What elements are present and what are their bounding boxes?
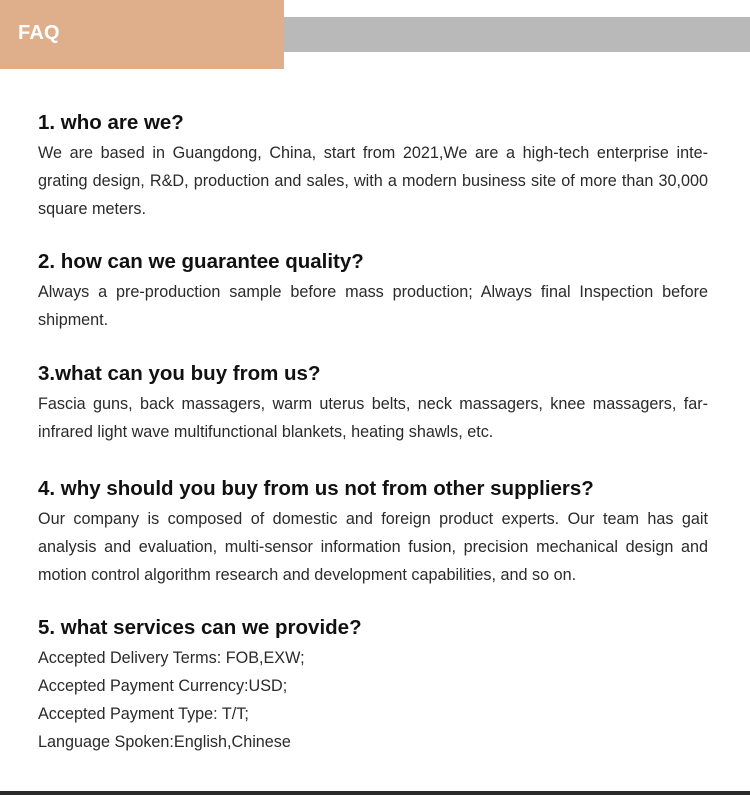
faq-question: 3.what can you buy from us? — [38, 362, 321, 385]
faq-item-3 — [38, 359, 708, 446]
faq-answer-line: Language Spoken:English,Chinese — [38, 733, 291, 751]
faq-question: 1. who are we? — [38, 111, 184, 134]
faq-answer: We are based in Guangdong, China, start from 2021,We are a high-tech enterprise inte-grating design, R&D, production and sales, with a modern business site of more than 30,000 square meters. — [38, 144, 708, 218]
faq-header — [0, 0, 750, 70]
faq-answer-line: Accepted Delivery Terms: FOB,EXW; — [38, 649, 305, 667]
faq-answer: Our company is composed of domestic and foreign product experts. Our team has gait analysis and evaluation, multi-sensor information fusion, precision mechanical design and motion control algorithm research and development capabilities, and so on. — [38, 510, 708, 584]
header-tab — [0, 0, 284, 69]
page-title: FAQ — [18, 22, 60, 44]
faq-item-1 — [38, 108, 708, 223]
faq-answer: Always a pre-production sample before mass production; Always final Inspection before shipment. — [38, 283, 708, 329]
header-gray-band — [282, 17, 750, 52]
faq-item-2 — [38, 247, 708, 334]
bottom-divider — [0, 791, 750, 795]
faq-question: 5. what services can we provide? — [38, 616, 362, 639]
faq-item-5 — [38, 613, 708, 756]
faq-answer: Fascia guns, back massagers, warm uterus belts, neck massagers, knee massagers, far-infrared light wave multifunctional blankets, heating shawls, etc. — [38, 395, 708, 441]
faq-question: 2. how can we guarantee quality? — [38, 250, 364, 273]
faq-answer-lines — [38, 644, 708, 756]
faq-question: 4. why should you buy from us not from other suppliers? — [38, 477, 594, 500]
faq-answer-line: Accepted Payment Type: T/T; — [38, 705, 249, 723]
faq-answer-line: Accepted Payment Currency:USD; — [38, 677, 288, 695]
faq-item-4 — [38, 474, 708, 589]
